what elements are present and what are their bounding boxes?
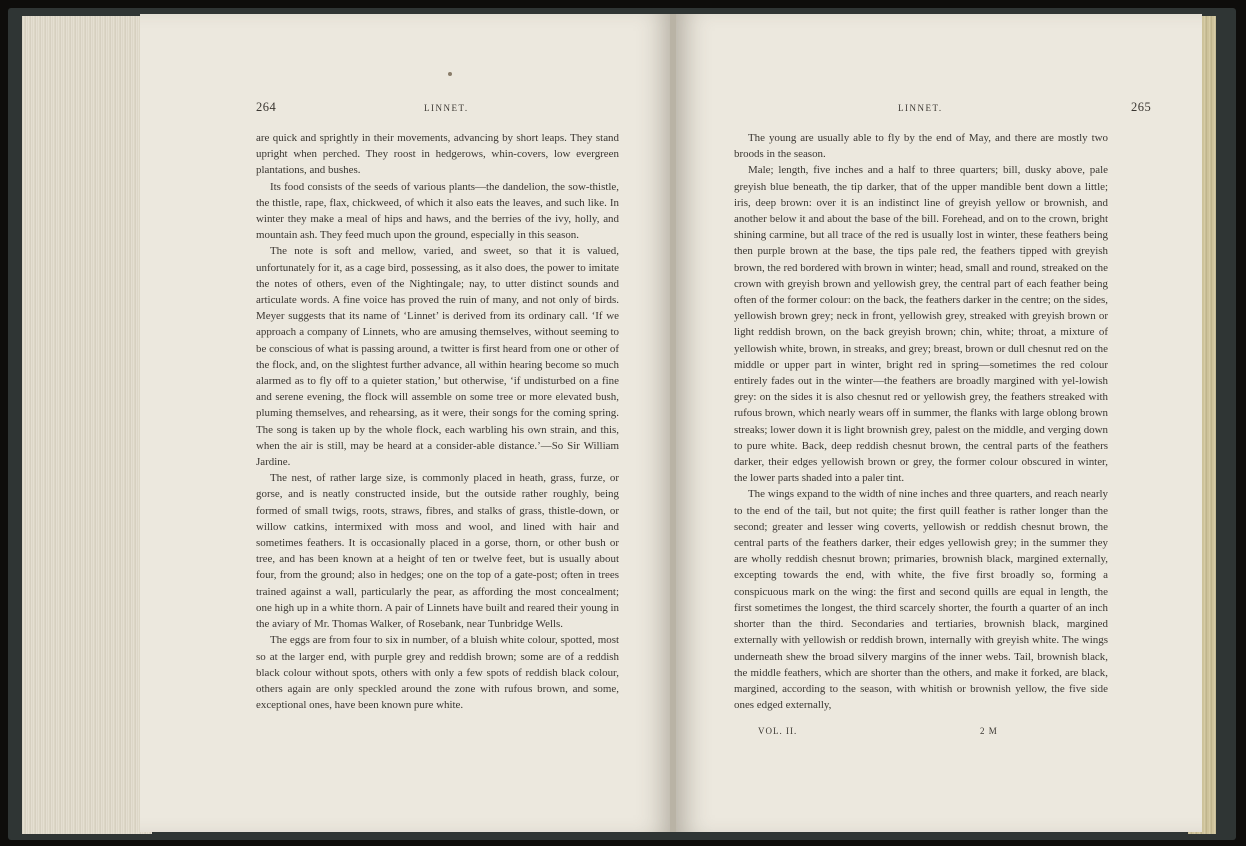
paragraph: are quick and sprightly in their movements, advancing by short leaps. They stand upright when perched. They roost in hedgerows, whin-covers, low evergreen plantations, and bushes. [256,132,619,177]
paragraph: The note is soft and mellow, varied, and sweet, so that it is valued, unfortunately for it, as a cage bird, possessing, as it also does, the power to imitate the notes of others, even of the Nightingale; nay, to utter distinct sounds and articulate words. A fine voice has proved the ruin of many, and not only of birds. Meyer suggests that its name of ‘Linnet’ is derived from its ordinary call. ‘If we approach a company of Linnets, who are amusing themselves, without seeming to be conscious of what is passing around, a twitter is first heard from one or other of the flock, and, on the slightest further advance, all within hearing become so much alarmed as to fly off to a quieter station,’ but otherwise, ‘if undisturbed on a fine and serene evening, the flock will assemble on some tree or more elevated bush, pluming themselves, and rehearsing, as it were, their songs for the coming spring. The song is taken up by the whole flock, each warbling his own strain, and this, when the air is still, may be heard at a consider-able distance.’—So Sir William Jardine. [256,245,619,469]
printer-mark [448,72,452,76]
signature-mark: 2 M [980,726,998,736]
page-number-right: 265 [1131,100,1152,114]
paragraph: Its food consists of the seeds of various plants—the dandelion, the sow-thistle, the thistle, rape, flax, chickweed, of which it also eats the leaves, and such like. In winter they make a meal of hips and haws, and the berries of the ivy, holly, and mountain ash. They feed much upon the ground, especially in this season. [256,180,619,242]
running-head-left: LINNET. [424,103,469,113]
volume-label: VOL. II. [758,726,798,736]
paragraph: Male; length, five inches and a half to three quarters; bill, dusky above, pale greyish blue beneath, the tip darker, that of the upper mandible bent down a little; iris, deep brown: over it is an indistinct line of greyish yellow or brownish, and another below it and about the base of the bill. Forehead, and on to the crown, bright shining carmine, but all trace of the red is usually lost in winter, these feathers being then purple brown at the base, the tips pale red, the feathers tipped with greyish brown, the red bordered with brown in winter; head, small and round, streaked on the crown with greyish brown and yellowish grey, the central part of each feather being often of the former colour: on the back, the feathers darker in the centre; on the sides, yellowish brown grey; neck in front, yellowish grey, streaked with greyish brown or light reddish brown, on the back greyish brown; chin, white; throat, a mixture of yellowish white, brown, in streaks, and grey; breast, brown or dull chesnut red on the middle or upper part in winter, bright red in spring—sometimes the red colour entirely fades out in the winter—the feathers are broadly margined with yel-lowish grey: on the sides it is also chesnut red or yellowish grey, the feathers streaked with rufous brown, which nearly wears off in summer, the flanks with large oblong brown streaks; lower down it is light brownish grey, palest on the middle, and verging down to pure white. Back, deep reddish chesnut brown, the central parts of the feathers darker, their edges yellowish brown or grey, the former colour obscured in winter, the lower parts shaded into a paler tint. [734,164,1108,485]
page-number-left: 264 [256,100,277,114]
right-body-text [734,130,1108,713]
left-page-stack [22,16,152,834]
right-page [676,14,1202,832]
paragraph: The eggs are from four to six in number, of a bluish white colour, spotted, most so at the larger end, with purple grey and reddish brown; some are of a reddish black colour without spots, others with only a few spots of reddish black colour, others again are only speckled around the zone with rufous brown, and some, exceptional ones, have been known pure white. [256,634,619,712]
left-body-text [256,130,619,713]
paragraph: The wings expand to the width of nine inches and three quarters, and reach nearly to the end of the tail, but not quite; the first quill feather is rather longer than the second; greater and lesser wing coverts, yellowish or reddish chesnut brown, the central parts of the feathers darker, their edges yellowish grey; in the summer they are wholly reddish chesnut brown; primaries, brownish black, margined externally, excepting towards the end, with white, the five first broadly so, forming a conspicuous mark on the wing: the first and second quills are equal in length, the first sometimes the longest, the third scarcely shorter, the fourth a quarter of an inch shorter than the third. Secondaries and tertiaries, brownish black, margined externally with yellowish or reddish brown, internally with greyish white. The wings underneath shew the broad silvery margins of the inner webs. Tail, brownish black, the middle feathers, which are shorter than the others, and make it forked, are black, margined, according to the season, with whitish or brownish yellow, the five side ones edged externally, [734,488,1108,712]
left-page [140,14,672,832]
paragraph: The young are usually able to fly by the end of May, and there are mostly two broods in the season. [734,132,1108,161]
paragraph: The nest, of rather large size, is commonly placed in heath, grass, furze, or gorse, and is neatly constructed inside, but the outside rather roughly, being formed of small twigs, roots, straws, fibres, and stalks of grass, thistle-down, or willow catkins, intermixed with moss and wool, and lined with hair and sometimes feathers. It is occasionally placed in a gorse, thorn, or other bush or tree, and has been known at a height of ten or twelve feet, but is usually about four, from the ground; also in hedges; one on the top of a gate-post; often in trees trained against a wall, particularly the pear, as affording the most concealment; one high up in a white thorn. A pair of Linnets have built and reared their young in the aviary of Mr. Thomas Walker, of Rosebank, near Tunbridge Wells. [256,472,619,631]
running-head-right: LINNET. [898,103,943,113]
